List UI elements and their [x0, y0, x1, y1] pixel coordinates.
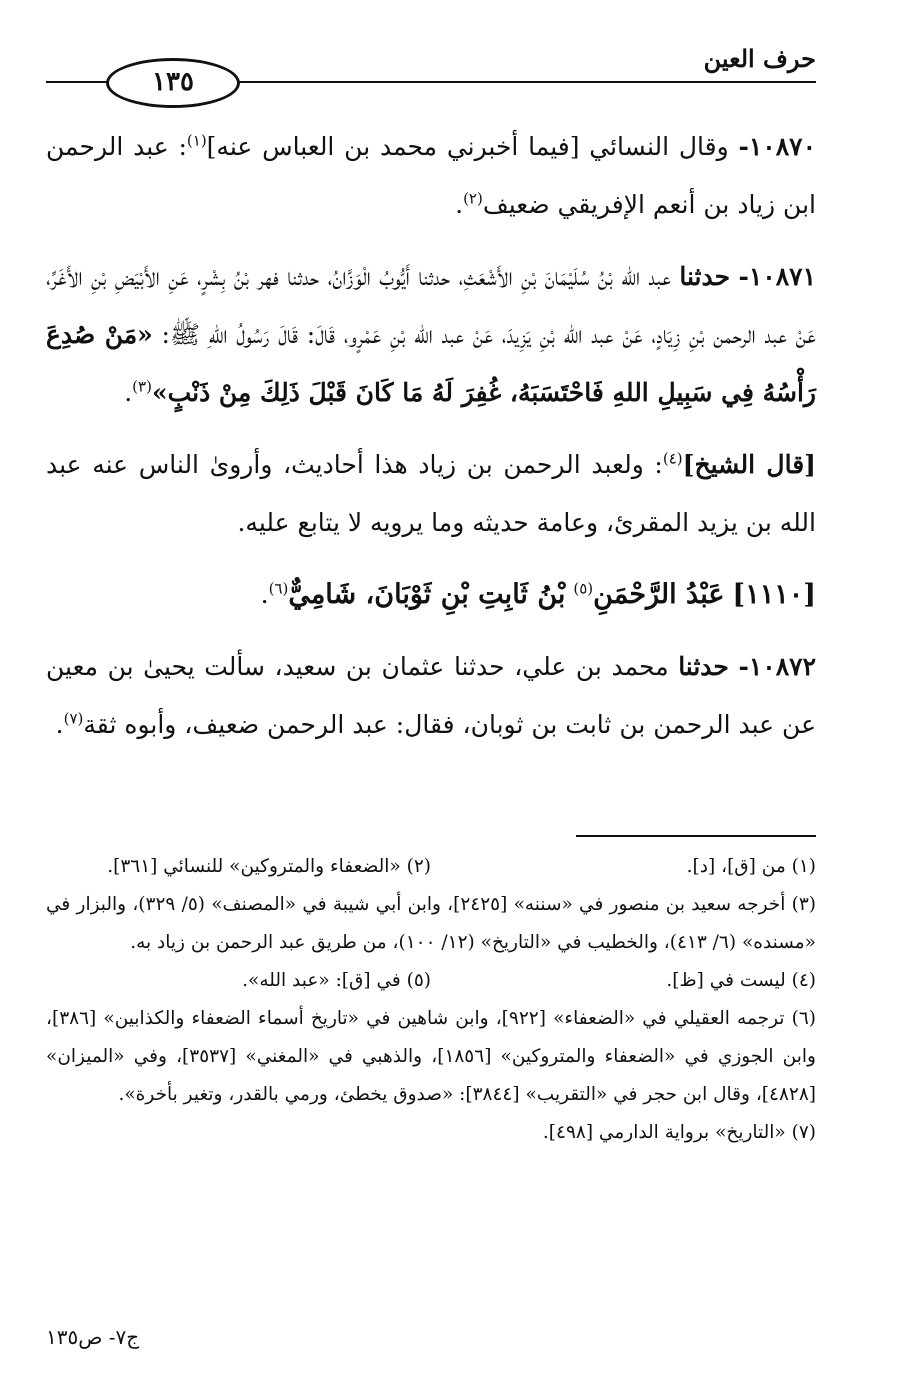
- sheikh-label: [قال الشيخ]: [682, 450, 816, 479]
- footnote-row: [46, 962, 816, 1000]
- footnote-separator: [576, 835, 816, 837]
- footnote-ref-7: (٧): [63, 709, 84, 728]
- entry-text: محمد بن علي، حدثنا عثمان بن سعيد، سألت يحيىٰ بن معين عن عبد الرحمن بن ثابت بن ثوبان، فقال: عبد الرحمن ضعيف، وأبوه ثقة: [46, 652, 816, 739]
- footnote-2: (٢) «الضعفاء والمتروكين» للنسائي [٣٦١].: [107, 856, 431, 877]
- entry-text: وقال النسائي [فيما أخبرني محمد بن العباس عنه]: [206, 132, 729, 161]
- footnote-6: (٦) ترجمه العقيلي في «الضعفاء» [٩٢٢]، وابن شاهين في «تاريخ أسماء الضعفاء والكذابين» [٣٨٦]، وابن الجوزي في «الضعفاء والمتروكين» [١٨٥٦]، والذهبي في «المغني» [٣٥٣٧]، وفي «الميزان» [٤٨٢٨]، وقال ابن حجر في «التقريب» [٣٨٤٤]: «صدوق يخطئ، ورمي بالقدر، وتغير بأخرة».: [46, 1008, 816, 1105]
- entry-text-cont: : عبد الرحمن ابن زياد بن أنعم الإفريقي ضعيف: [46, 132, 816, 219]
- entry-end: .: [55, 710, 64, 739]
- page-number: ١٣٥: [152, 67, 194, 97]
- footnote-ref-3: (٣): [132, 377, 152, 396]
- hadith-matn: «مَنْ صُدِعَ رَأْسُهُ فِي سَبِيلِ اللهِ فَاحْتَسَبَهُ، غُفِرَ لَهُ مَا كَانَ قَبْلَ ذَلِكَ مِنْ ذَنْبٍ»: [46, 320, 816, 407]
- footnote-7: (٧) «التاريخ» برواية الدارمي [٤٩٨].: [542, 1122, 816, 1143]
- footnote-ref-4: (٤): [662, 449, 683, 468]
- page-header: [46, 38, 816, 98]
- footnote-5: (٥) في [ق]: «عبد الله».: [242, 970, 431, 991]
- entry-end: .: [455, 190, 464, 219]
- entry-number: ١٠٨٧١-: [738, 262, 816, 291]
- sheikh-comment: [46, 436, 816, 552]
- entry-end: .: [260, 580, 269, 609]
- entry-end: .: [124, 378, 133, 407]
- footnote-1: (١) من [ق]، [د].: [686, 856, 816, 877]
- entry-10871: [46, 248, 816, 422]
- biography-lineage: بْنُ ثَابِتِ بْنِ ثَوْبَانَ، شَامِيٌّ: [288, 579, 566, 610]
- footnote-ref-1: (١): [186, 131, 207, 150]
- footnotes: [46, 848, 816, 1152]
- entry-number: ١٠٨٧٢-: [738, 652, 817, 681]
- sheikh-text: : ولعبد الرحمن بن زياد هذا أحاديث، وأروىٰ الناس عنه عبد الله بن يزيد المقرئ، وعامة حديثه وما يرويه لا يتابع عليه.: [46, 450, 816, 537]
- footnote-3: (٣) أخرجه سعيد بن منصور في «سننه» [٢٤٢٥]، وابن أبي شيبة في «المصنف» (٥/ ٣٢٩)، والبزار في «مسنده» (٦/ ٤١٣)، والخطيب في «التاريخ» (١٢/ ١٠٠)، من طريق عبد الرحمن بن زياد به.: [46, 894, 816, 953]
- entry-number: ١٠٨٧٠-: [738, 132, 817, 161]
- isnad-text: عبد الله بْنُ سُلَيْمَانَ بْنِ الأَشْعَثِ، حدثنا أَيُّوبُ الْوَزَّانُ، حدثنا فهر بْنُ بِشْرٍ، عَنِ الأَبْيَضِ بْنِ الأَغَرِّ، عَنْ عبد الرحمن بْنِ زِيَادٍ، عَنْ عبد الله بْنِ يَزِيدَ، عَنْ عبد الله بْنِ عَمْرٍو، قَالَ: قَالَ رَسُولُ اللهِ ﷺ:: [46, 262, 816, 349]
- footnote-4: (٤) ليست في [ظ].: [666, 970, 816, 991]
- biography-1110: [46, 566, 816, 624]
- entry-10872: [46, 638, 816, 754]
- page-number-oval: [106, 58, 240, 108]
- volume-page-reference: ج٧- ص١٣٥: [46, 1325, 140, 1349]
- entry-10870: [46, 118, 816, 234]
- biography-name: عَبْدُ الرَّحْمَنِ: [593, 579, 725, 610]
- footnote-ref-2: (٢): [463, 189, 483, 208]
- footnote-ref-5: (٥): [573, 579, 594, 598]
- biography-number: [١١١٠]: [732, 579, 816, 610]
- haddathana-keyword: حدثنا: [678, 652, 729, 681]
- haddathana-keyword: حدثنا: [679, 262, 731, 291]
- main-text: [46, 118, 816, 754]
- footnote-row: [46, 848, 816, 886]
- footnote-ref-6: (٦): [268, 579, 289, 598]
- chapter-title: حرف العين: [703, 44, 816, 73]
